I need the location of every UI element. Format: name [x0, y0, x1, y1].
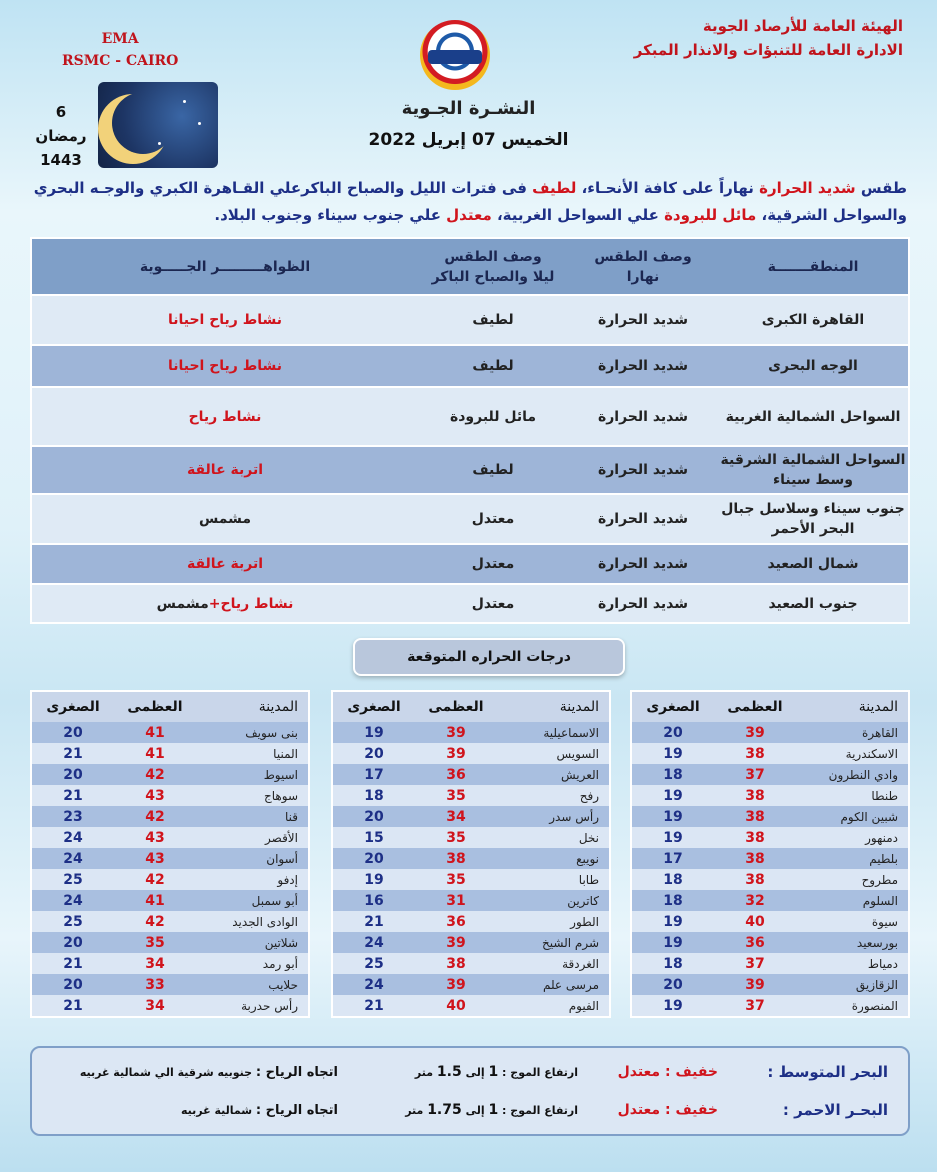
day-cell: شديد الحرارة [597, 595, 689, 612]
min-temp: 21 [63, 745, 83, 762]
wave-label: ارتفاع الموج : [502, 1066, 578, 1079]
max-temp: 38 [745, 745, 765, 762]
table-row [32, 911, 308, 932]
city-name: الأقصر [265, 830, 298, 845]
phenomena-cell: نشاط رياح احيانا [167, 312, 283, 328]
city-name: مطروح [861, 872, 898, 887]
min-temp: 19 [364, 871, 384, 888]
city-name: بلطيم [869, 851, 898, 866]
col-min: الصغرى [347, 699, 401, 715]
table-row [632, 953, 908, 974]
city-name: الزقازيق [855, 977, 898, 992]
max-temp: 41 [145, 724, 165, 741]
sea-row-mediterranean [32, 1056, 908, 1088]
max-temp: 41 [145, 892, 165, 909]
table-row [32, 722, 308, 743]
min-temp: 20 [63, 766, 83, 783]
table-row [32, 806, 308, 827]
night-cell: معتدل [471, 595, 515, 612]
max-temp: 38 [446, 850, 466, 867]
table-row [333, 806, 609, 827]
phenomena-cell: اتربة عالقة [186, 556, 264, 572]
min-temp: 23 [63, 808, 83, 825]
table-row [632, 890, 908, 911]
city-name: رأس حدربة [241, 998, 298, 1013]
table-row [32, 869, 308, 890]
wave-to-word: إلى [465, 1066, 485, 1079]
region-cell: جنوب سيناء وسلاسل جبال البحر الأحمر [721, 501, 905, 537]
min-temp: 19 [663, 829, 683, 846]
organization-name-arabic [634, 14, 903, 62]
min-temp: 19 [663, 997, 683, 1014]
city-name: الاسكندرية [845, 746, 898, 761]
col-min: الصغرى [646, 699, 700, 715]
ramadan-crescent-image [98, 82, 218, 168]
table-row [32, 953, 308, 974]
col-max: العظمى [428, 699, 484, 715]
city-name: الفيوم [568, 998, 599, 1013]
day-cell: شديد الحرارة [597, 408, 689, 425]
day-cell: شديد الحرارة [597, 358, 689, 374]
phenomena-cell [32, 585, 418, 622]
table-row [32, 848, 308, 869]
table-row [333, 764, 609, 785]
wind-direction [32, 1065, 338, 1080]
phenomena-cell: مشمس [198, 511, 252, 527]
temperature-table [630, 690, 910, 1018]
min-temp: 17 [663, 850, 683, 867]
min-temp: 16 [364, 892, 384, 909]
summary-text: نهاراً على كافة الأنحـاء، [576, 179, 760, 197]
max-temp: 39 [446, 934, 466, 951]
city-name: مرسى علم [542, 977, 599, 992]
min-temp: 17 [364, 766, 384, 783]
hijri-day: 6 [55, 103, 67, 121]
table-row [632, 764, 908, 785]
max-temp: 39 [745, 976, 765, 993]
table-row [32, 932, 308, 953]
day-cell: شديد الحرارة [597, 556, 689, 572]
phenomena-cell: نشاط رياح احيانا [167, 358, 283, 374]
org-line-1: الهيئة العامة للأرصاد الجوية [702, 17, 903, 35]
city-name: نويبع [576, 851, 599, 866]
max-temp: 39 [446, 976, 466, 993]
summary-text: فى فترات الليل والصباح الباكرعلي القـاهرة الكبري والوجـه البحري والسواحل الشرقية، [33, 179, 907, 224]
max-temp: 38 [446, 955, 466, 972]
weather-row [32, 388, 908, 447]
table-row [632, 869, 908, 890]
min-temp: 18 [663, 955, 683, 972]
city-name: إدفو [277, 872, 298, 887]
min-temp: 19 [663, 787, 683, 804]
table-row [333, 890, 609, 911]
table-row [632, 806, 908, 827]
min-temp: 21 [364, 913, 384, 930]
col-max: العظمى [127, 699, 183, 715]
org-en-line-1: EMA [101, 31, 139, 47]
min-temp: 24 [63, 850, 83, 867]
max-temp: 34 [145, 997, 165, 1014]
weather-table [30, 237, 910, 624]
max-temp: 40 [745, 913, 765, 930]
temperature-table-header [333, 692, 609, 722]
wave-to: 1.75 [427, 1102, 462, 1118]
table-row [32, 827, 308, 848]
city-name: رفح [579, 788, 599, 803]
city-name: المنصورة [851, 998, 898, 1013]
max-temp: 35 [446, 871, 466, 888]
night-cell: لطيف [472, 462, 514, 478]
hijri-year: 1443 [40, 151, 82, 169]
city-name: سوهاج [264, 788, 298, 803]
temperature-table-header [632, 692, 908, 722]
wave-height [338, 1102, 578, 1118]
max-temp: 38 [745, 808, 765, 825]
sea-row-red-sea [32, 1094, 908, 1126]
weather-row [32, 585, 908, 622]
city-name: وادي النطرون [828, 767, 898, 782]
city-name: دمنهور [865, 830, 898, 845]
max-temp: 38 [745, 850, 765, 867]
city-name: سيوة [871, 914, 898, 929]
header-night [418, 239, 568, 294]
header-region: المنطقـــــــة [767, 258, 859, 275]
table-row [333, 953, 609, 974]
table-row [333, 743, 609, 764]
weather-row [32, 447, 908, 495]
day-cell: شديد الحرارة [597, 462, 689, 478]
max-temp: 43 [145, 850, 165, 867]
wave-from: 1 [488, 1064, 499, 1080]
temperature-table [30, 690, 310, 1018]
region-cell: القاهرة الكبرى [761, 312, 865, 328]
weather-row [32, 296, 908, 346]
col-city: المدينة [258, 699, 298, 715]
max-temp: 39 [446, 745, 466, 762]
city-name: الغردقة [562, 956, 599, 971]
city-name: القاهرة [862, 725, 898, 740]
min-temp: 20 [364, 745, 384, 762]
table-row [333, 932, 609, 953]
max-temp: 34 [446, 808, 466, 825]
header-night-line1: وصف الطقس [444, 248, 542, 265]
table-row [632, 722, 908, 743]
table-row [333, 869, 609, 890]
min-temp: 20 [63, 724, 83, 741]
table-row [632, 743, 908, 764]
summary-highlight: مائل للبرودة [664, 206, 757, 224]
min-temp: 18 [663, 766, 683, 783]
night-cell: لطيف [472, 358, 514, 374]
city-name: دمياط [867, 956, 898, 971]
summary-text: علي جنوب سيناء وجنوب البلاد. [214, 206, 447, 224]
header-night-line2: ليلا والصباح الباكر [431, 268, 555, 285]
city-name: بنى سويف [245, 725, 298, 740]
night-cell: مائل للبرودة [449, 408, 537, 425]
table-row [632, 974, 908, 995]
wave-height [338, 1064, 578, 1080]
wave-to: 1.5 [436, 1064, 462, 1080]
min-temp: 25 [63, 871, 83, 888]
phenomena-cell: اتربة عالقة [186, 462, 264, 478]
summary-text: علي السواحل الغربية، [491, 206, 665, 224]
table-row [333, 785, 609, 806]
sea-name: البحـر الاحمر : [782, 1101, 888, 1119]
city-name: شبين الكوم [840, 809, 898, 824]
max-temp: 35 [145, 934, 165, 951]
phenomena-red: نشاط رياح+ [208, 595, 294, 612]
table-row [333, 848, 609, 869]
phenomena-black: مشمس [156, 595, 209, 612]
phenomena-cell: نشاط رياح [188, 408, 262, 425]
city-name: بورسعيد [856, 935, 898, 950]
max-temp: 34 [145, 955, 165, 972]
weather-row [32, 545, 908, 585]
table-row [632, 785, 908, 806]
summary-highlight: شديد الحرارة [759, 179, 856, 197]
min-temp: 18 [364, 787, 384, 804]
city-name: أبو سمبل [251, 893, 298, 908]
table-row [632, 932, 908, 953]
min-temp: 24 [364, 934, 384, 951]
table-row [333, 974, 609, 995]
max-temp: 39 [745, 724, 765, 741]
max-temp: 37 [745, 766, 765, 783]
city-name: المنيا [273, 746, 298, 761]
min-temp: 18 [663, 892, 683, 909]
city-name: طابا [578, 872, 599, 887]
table-row [32, 785, 308, 806]
table-row [32, 743, 308, 764]
min-temp: 24 [364, 976, 384, 993]
table-row [32, 995, 308, 1016]
bulletin-title: النشـرة الجـوية [401, 98, 536, 119]
table-row [32, 974, 308, 995]
min-temp: 19 [663, 934, 683, 951]
city-name: أسوان [266, 851, 298, 866]
summary-highlight: لطيف [532, 179, 577, 197]
wind-label: اتجاه الرياح : [255, 1064, 338, 1080]
weather-row [32, 495, 908, 545]
city-name: طنطا [871, 788, 898, 803]
table-row [32, 764, 308, 785]
table-row [333, 722, 609, 743]
city-name: اسيوط [263, 767, 298, 782]
max-temp: 42 [145, 766, 165, 783]
max-temp: 31 [446, 892, 466, 909]
city-name: حلايب [268, 977, 298, 992]
city-name: شرم الشيخ [542, 935, 599, 950]
table-row [32, 890, 308, 911]
weather-summary [30, 175, 907, 229]
region-cell: شمال الصعيد [767, 556, 859, 572]
table-row [632, 848, 908, 869]
wind-label: اتجاه الرياح : [255, 1102, 338, 1118]
city-name: الاسماعيلية [543, 725, 599, 740]
region-cell: الوجه البحرى [768, 358, 858, 374]
wave-label: ارتفاع الموج : [502, 1104, 578, 1117]
night-cell: معتدل [471, 511, 515, 527]
min-temp: 25 [63, 913, 83, 930]
city-name: الوادى الجديد [232, 914, 298, 929]
max-temp: 43 [145, 829, 165, 846]
min-temp: 24 [63, 829, 83, 846]
table-row [333, 995, 609, 1016]
min-temp: 21 [364, 997, 384, 1014]
sea-condition: خفيف : معتدل [617, 1102, 718, 1118]
region-cell: السواحل الشمالية الشرقية وسط سيناء [720, 452, 906, 488]
logo-band [428, 50, 482, 64]
night-cell: معتدل [471, 556, 515, 572]
wave-unit: متر [405, 1104, 424, 1117]
min-temp: 21 [63, 997, 83, 1014]
header-day-line1: وصف الطقس [594, 248, 692, 265]
wave-to-word: إلى [465, 1104, 485, 1117]
sea-condition: خفيف : معتدل [617, 1064, 718, 1080]
max-temp: 42 [145, 913, 165, 930]
weather-table-header [32, 239, 908, 296]
min-temp: 20 [663, 976, 683, 993]
temperature-table [331, 690, 611, 1018]
col-max: العظمى [727, 699, 783, 715]
summary-highlight: معتدل [446, 206, 492, 224]
min-temp: 20 [663, 724, 683, 741]
max-temp: 42 [145, 871, 165, 888]
temperatures-banner: درجات الحراره المتوقعة [353, 638, 625, 676]
min-temp: 19 [663, 913, 683, 930]
sea-name: البحر المتوسط : [767, 1063, 888, 1081]
min-temp: 21 [63, 787, 83, 804]
org-line-2: الادارة العامة للتنبؤات والانذار المبكر [633, 41, 903, 59]
night-cell: لطيف [472, 312, 514, 328]
max-temp: 40 [446, 997, 466, 1014]
table-row [632, 911, 908, 932]
city-name: رأس سدر [549, 809, 599, 824]
wind-value: شمالية غربيه [180, 1103, 253, 1117]
table-row [632, 827, 908, 848]
region-cell: السواحل الشمالية الغربية [725, 408, 901, 425]
max-temp: 35 [446, 829, 466, 846]
star-icon [198, 122, 201, 125]
header-day-line2: نهارا [626, 268, 660, 285]
weather-row [32, 346, 908, 388]
max-temp: 43 [145, 787, 165, 804]
header-phenomena: الظواهـــــــــر الجـــــوية [139, 258, 311, 275]
city-name: قنا [284, 809, 298, 824]
max-temp: 38 [745, 829, 765, 846]
table-row [632, 995, 908, 1016]
city-name: العريش [560, 767, 599, 782]
min-temp: 24 [63, 892, 83, 909]
city-name: السلوم [862, 893, 898, 908]
max-temp: 41 [145, 745, 165, 762]
wind-value: جنوبيه شرقية الي شمالية غربيه [79, 1065, 253, 1079]
min-temp: 20 [364, 808, 384, 825]
max-temp: 32 [745, 892, 765, 909]
city-name: أبو رمد [262, 956, 298, 971]
min-temp: 15 [364, 829, 384, 846]
region-cell: جنوب الصعيد [768, 595, 858, 612]
max-temp: 38 [745, 787, 765, 804]
max-temp: 42 [145, 808, 165, 825]
wave-from: 1 [488, 1102, 499, 1118]
max-temp: 35 [446, 787, 466, 804]
max-temp: 37 [745, 955, 765, 972]
sea-state-box [30, 1046, 910, 1136]
wind-direction [32, 1103, 338, 1118]
day-cell: شديد الحرارة [597, 312, 689, 328]
col-city: المدينة [559, 699, 599, 715]
max-temp: 33 [145, 976, 165, 993]
min-temp: 20 [364, 850, 384, 867]
col-city: المدينة [858, 699, 898, 715]
hijri-month: رمضان [35, 127, 87, 145]
day-cell: شديد الحرارة [597, 511, 689, 527]
wave-unit: متر [414, 1066, 434, 1079]
header-day [568, 239, 718, 294]
min-temp: 25 [364, 955, 384, 972]
max-temp: 39 [446, 724, 466, 741]
city-name: كاترين [567, 893, 599, 908]
city-name: الطور [570, 914, 599, 929]
summary-text: طقس [855, 179, 907, 197]
org-en-line-2: RSMC - CAIRO [62, 53, 179, 69]
min-temp: 19 [663, 808, 683, 825]
temperature-table-header [32, 692, 308, 722]
max-temp: 36 [745, 934, 765, 951]
city-name: شلاتين [264, 935, 298, 950]
max-temp: 37 [745, 997, 765, 1014]
organization-name-english [62, 28, 178, 72]
min-temp: 19 [364, 724, 384, 741]
city-name: السويس [556, 746, 599, 761]
min-temp: 20 [63, 976, 83, 993]
table-row [333, 827, 609, 848]
max-temp: 36 [446, 913, 466, 930]
min-temp: 21 [63, 955, 83, 972]
table-row [333, 911, 609, 932]
bulletin-date: الخميس 07 إبريل 2022 [368, 130, 569, 150]
min-temp: 20 [63, 934, 83, 951]
min-temp: 19 [663, 745, 683, 762]
min-temp: 18 [663, 871, 683, 888]
max-temp: 38 [745, 871, 765, 888]
city-name: نخل [578, 830, 599, 845]
col-min: الصغرى [46, 699, 100, 715]
max-temp: 36 [446, 766, 466, 783]
